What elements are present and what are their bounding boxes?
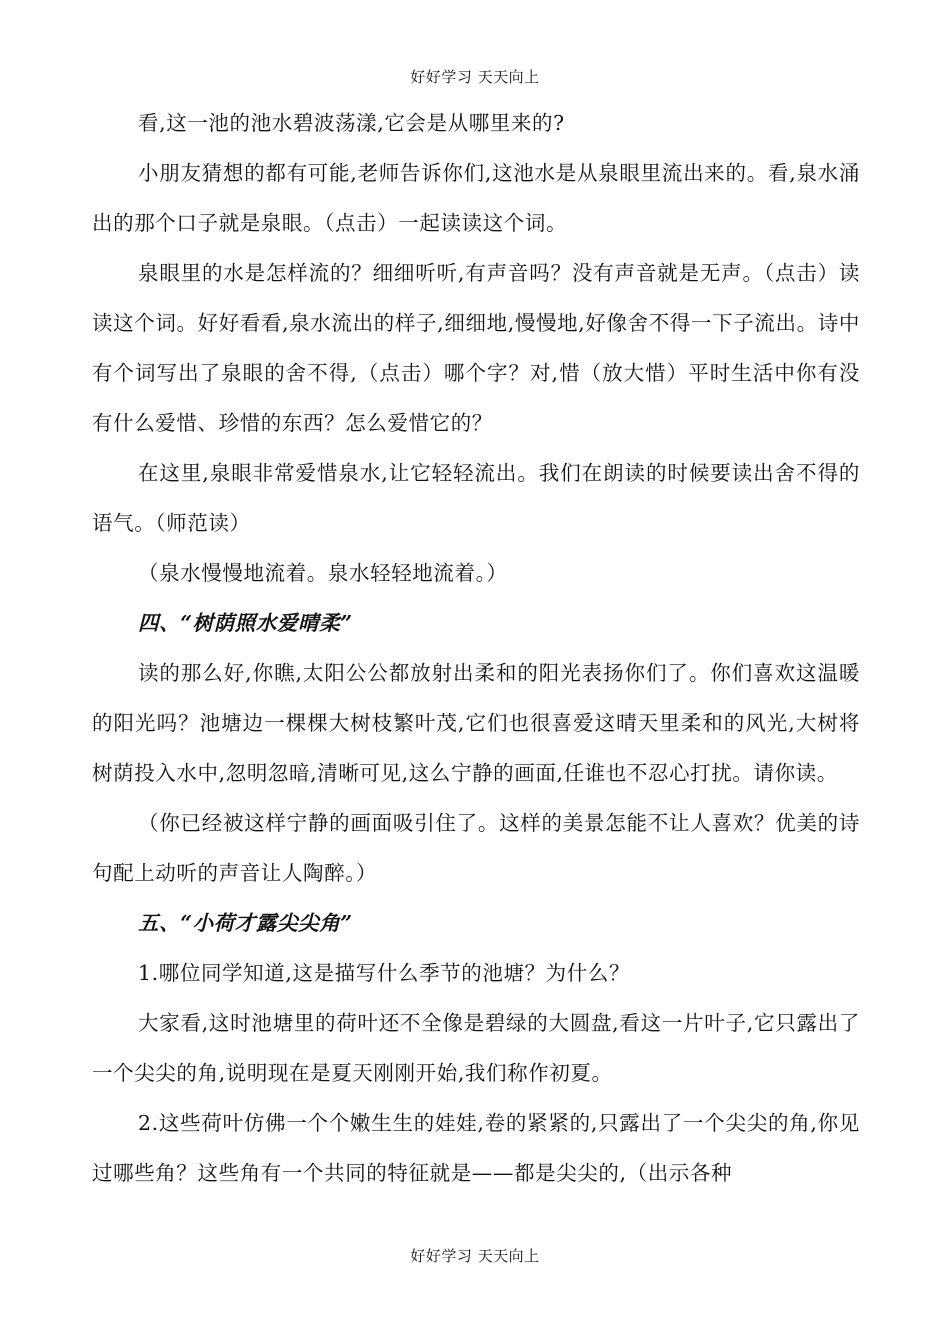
paragraph-7: （你已经被这样宁静的画面吸引住了。这样的美景怎能不让人喜欢？优美的诗句配上动听的声音让人陶醉。） [92,811,860,885]
paragraph-6: 读的那么好,你瞧,太阳公公都放射出柔和的阳光表扬你们了。你们喜欢这温暖的阳光吗？池塘边一棵棵大树枝繁叶茂,它们也很喜爱这晴天里柔和的风光,大树将树荫投入水中,忽明忽暗,清晰可见,这么宁静的画面,任谁也不忍心打扰。请你读。 [92,661,860,785]
paragraph-2: 小朋友猜想的都有可能,老师告诉你们,这池水是从泉眼里流出来的。看,泉水涌出的那个口子就是泉眼。（点击）一起读读这个词。 [92,161,860,235]
paragraph-5: （泉水慢慢地流着。泉水轻轻地流着。） [138,561,508,585]
page-footer: 好好学习 天天向上 [410,1247,540,1265]
section-heading-4: 四、“树荫照水爱晴柔” [138,611,353,635]
paragraph-8: 1.哪位同学知道,这是描写什么季节的池塘？为什么？ [138,961,631,985]
paragraph-1: 看,这一池的池水碧波荡漾,它会是从哪里来的? [138,111,565,135]
paragraph-10: 2.这些荷叶仿佛一个个嫩生生的娃娃,卷的紧紧的,只露出了一个尖尖的角,你见过哪些角？这些角有一个共同的特征就是——都是尖尖的,（出示各种 [92,1111,860,1185]
page-header: 好好学习 天天向上 [410,68,540,86]
paragraph-9: 大家看,这时池塘里的荷叶还不全像是碧绿的大圆盘,看这一片叶子,它只露出了一个尖尖的角,说明现在是夏天刚刚开始,我们称作初夏。 [92,1011,860,1085]
section-heading-5: 五、“小荷才露尖尖角” [138,911,353,935]
paragraph-4: 在这里,泉眼非常爱惜泉水,让它轻轻流出。我们在朗读的时候要读出舍不得的语气。（师范读） [92,461,860,535]
document-body [92,98,860,1198]
paragraph-3: 泉眼里的水是怎样流的？细细听听,有声音吗？没有声音就是无声。（点击）读读这个词。好好看看,泉水流出的样子,细细地,慢慢地,好像舍不得一下子流出。诗中有个词写出了泉眼的舍不得,（点击）哪个字？对,惜（放大惜）平时生活中你有没有什么爱惜、珍惜的东西？怎么爱惜它的？ [92,261,860,435]
